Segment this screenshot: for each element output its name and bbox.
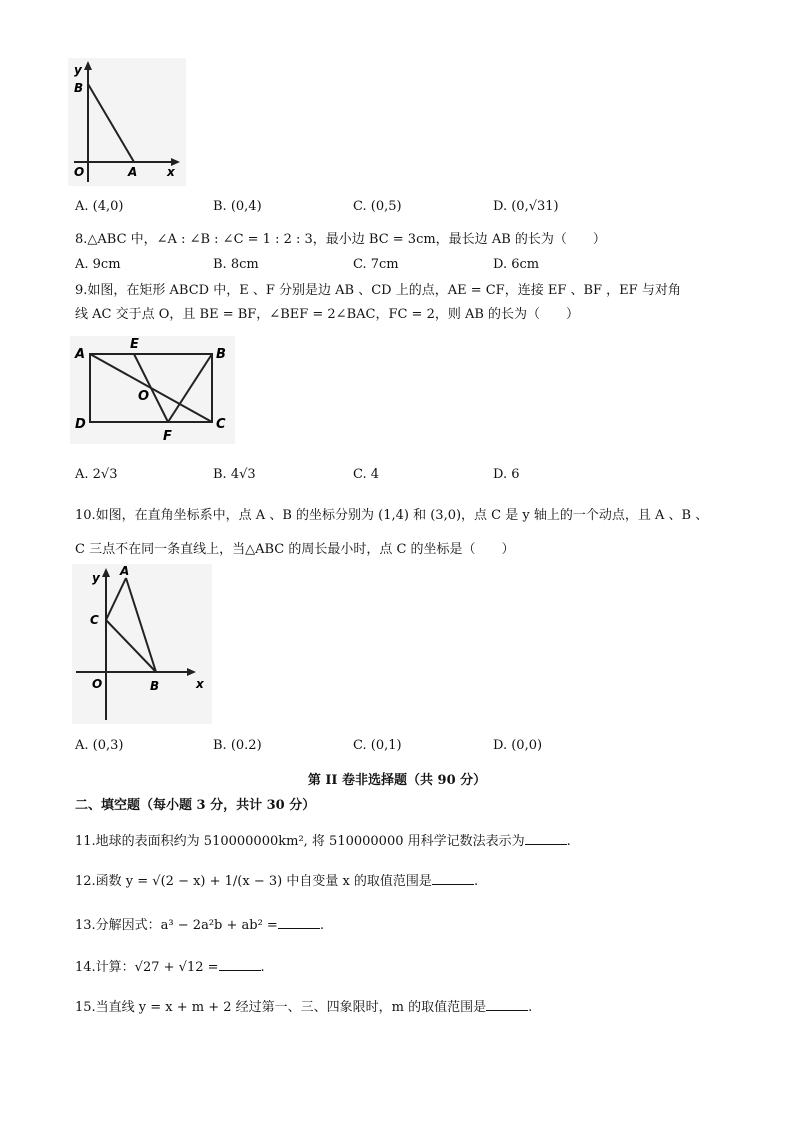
q10-label-y: y <box>92 571 100 585</box>
q8-option-a[interactable]: A. 9cm <box>75 257 121 272</box>
q7-option-b[interactable]: B. (0,4) <box>213 199 262 214</box>
q9-stem-line2: 线 AC 交于点 O，且 BE = BF，∠BEF = 2∠BAC，FC = 2，则 AB 的长为（ ） <box>75 307 580 322</box>
q8-option-c[interactable]: C. 7cm <box>353 257 399 272</box>
q12-answer-blank[interactable] <box>432 872 474 885</box>
q15 <box>75 998 532 1017</box>
q7-figure <box>68 58 186 186</box>
q10-option-b[interactable]: B. (0.2) <box>213 738 262 753</box>
q10-label-o: O <box>92 677 103 691</box>
q11-answer-blank[interactable] <box>525 832 567 845</box>
q15-text: 15.当直线 y = x + m + 2 经过第一、三、四象限时，m 的取值范围是 <box>75 1000 487 1015</box>
q10-option-a[interactable]: A. (0,3) <box>75 738 124 753</box>
q9-label-c: C <box>216 417 226 432</box>
q9-option-c[interactable]: C. 4 <box>353 467 380 482</box>
q13-period: . <box>319 918 324 933</box>
q11-text: 11.地球的表面积约为 510000000km², 将 510000000 用科学记数法表示为 <box>75 834 525 849</box>
q7-option-c[interactable]: C. (0,5) <box>353 199 402 214</box>
q12-text: 12.函数 y = √(2 − x) + 1/(x − 3) 中自变量 x 的取值范围是 <box>75 874 432 889</box>
q10-option-d[interactable]: D. (0,0) <box>493 738 543 753</box>
q12-period: . <box>473 874 479 889</box>
q13-text: 13.分解因式：a³ − 2a²b + ab² = <box>75 918 278 933</box>
q9-label-a: A <box>75 347 86 362</box>
q15-answer-blank[interactable] <box>486 998 528 1011</box>
q7-label-a: A <box>128 165 138 179</box>
q9-option-d[interactable]: D. 6 <box>493 467 520 482</box>
q9-label-e: E <box>130 337 139 352</box>
section-fill-in-title: 二、填空题（每小题 3 分，共计 30 分） <box>75 798 316 813</box>
q10-label-x: x <box>196 677 204 691</box>
q8-option-d[interactable]: D. 6cm <box>493 257 540 272</box>
q12 <box>75 872 478 891</box>
q9-option-b[interactable]: B. 4√3 <box>213 467 256 482</box>
part2-title: 第 II 卷非选择题（共 90 分） <box>307 773 487 788</box>
q9-label-b: B <box>216 347 226 362</box>
q11-period: . <box>566 834 571 849</box>
q9-label-f: F <box>163 429 172 444</box>
q9-figure <box>70 336 235 444</box>
q14-text: 14.计算：√27 + √12 = <box>75 960 219 975</box>
q7-option-d[interactable]: D. (0,√31) <box>493 199 559 214</box>
q10-label-a: A <box>120 564 130 578</box>
q7-label-x: x <box>167 165 175 179</box>
q10-label-c: C <box>90 613 99 627</box>
q7-label-y: y <box>74 63 82 77</box>
q10-stem-line1: 10.如图，在直角坐标系中，点 A 、B 的坐标分别为 (1,4) 和 (3,0)，点 C 是 y 轴上的一个动点，且 A 、B 、 <box>75 508 709 523</box>
q9-label-d: D <box>75 417 86 432</box>
q9-stem-line1: 9.如图，在矩形 ABCD 中，E 、F 分别是边 AB 、CD 上的点，AE = CF，连接 EF 、BF ，EF 与对角 <box>75 283 681 298</box>
q8-stem: 8.△ABC 中，∠A : ∠B : ∠C = 1 : 2 : 3，最小边 BC = 3cm，最长边 AB 的长为（ ） <box>75 232 606 247</box>
q13 <box>75 916 324 935</box>
q15-period: . <box>528 1000 533 1015</box>
q14 <box>75 958 265 977</box>
q10-option-c[interactable]: C. (0,1) <box>353 738 402 753</box>
q7-label-o: O <box>74 165 85 179</box>
q14-answer-blank[interactable] <box>219 958 261 971</box>
q10-stem-line2: C 三点不在同一条直线上，当△ABC 的周长最小时，点 C 的坐标是（ ） <box>75 542 515 557</box>
q7-option-a[interactable]: A. (4,0) <box>75 199 124 214</box>
q8-option-b[interactable]: B. 8cm <box>213 257 259 272</box>
q10-figure <box>72 564 212 724</box>
q11 <box>75 832 571 851</box>
q9-option-a[interactable]: A. 2√3 <box>75 467 118 482</box>
q10-label-b: B <box>150 679 160 693</box>
q7-label-b: B <box>74 81 84 95</box>
q9-label-o: O <box>138 389 150 404</box>
q13-answer-blank[interactable] <box>278 916 320 929</box>
q14-period: . <box>260 960 265 975</box>
